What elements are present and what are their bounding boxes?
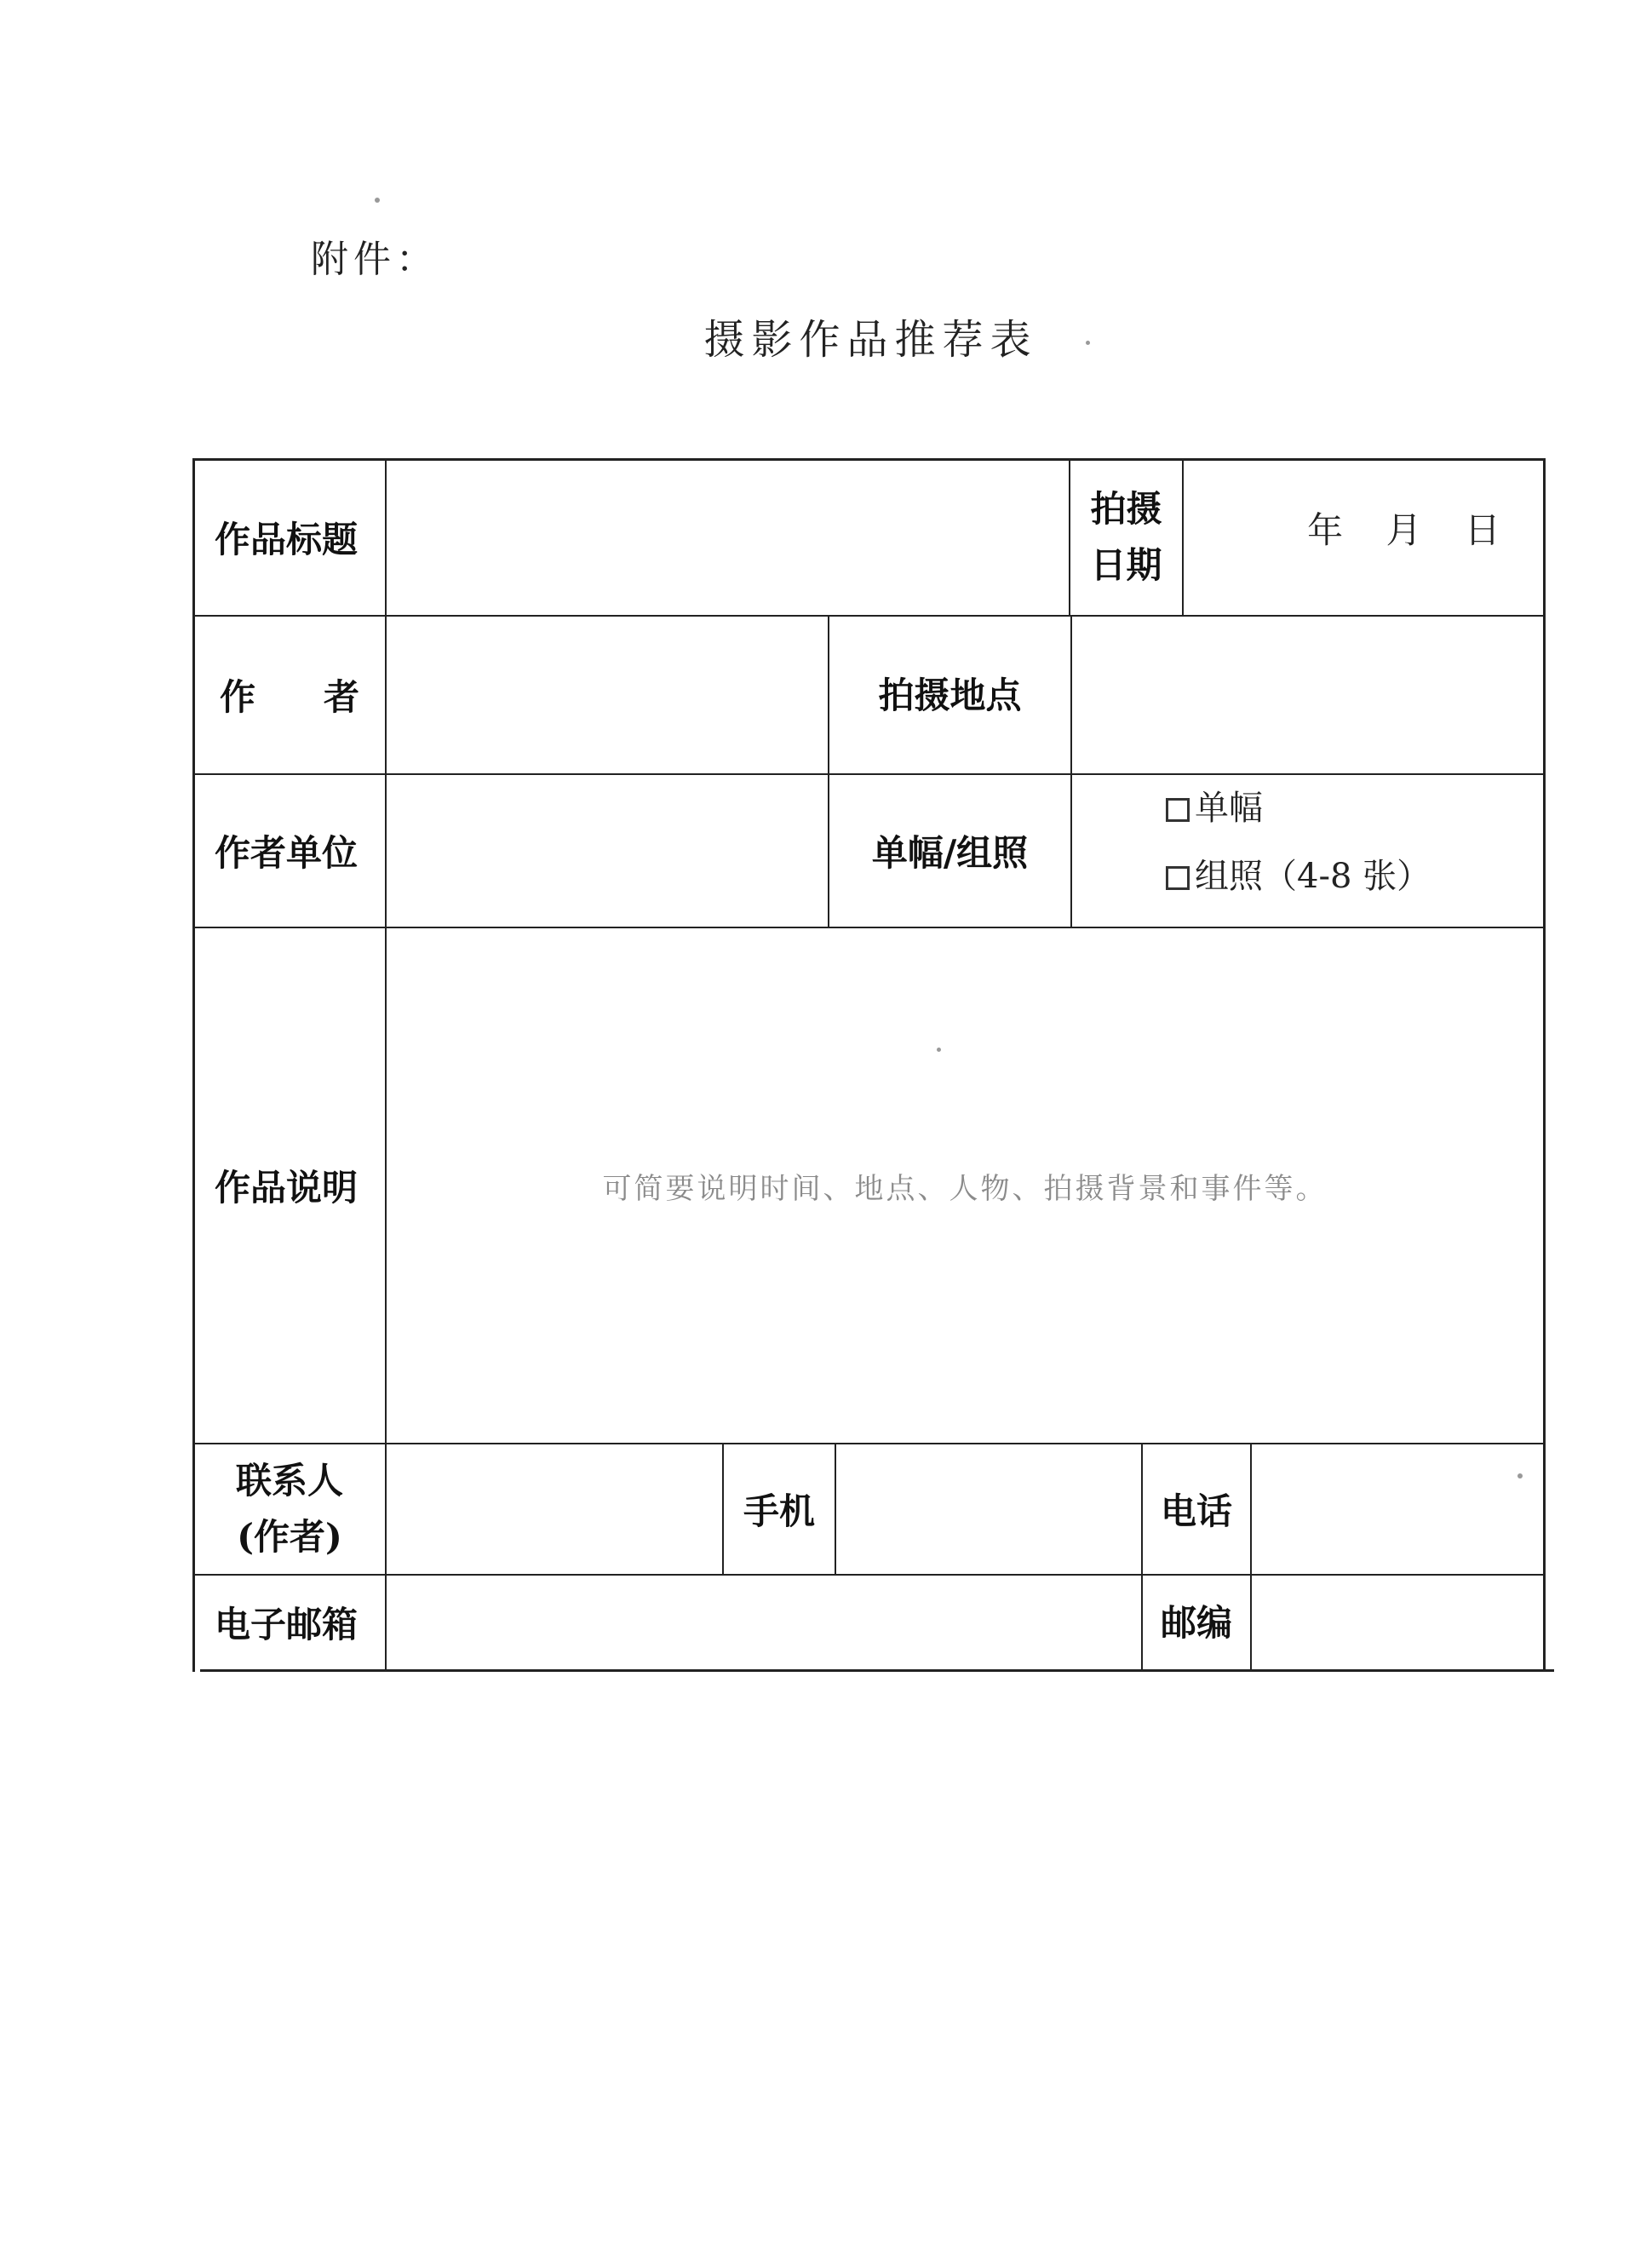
form-title: 摄影作品推荐表 xyxy=(703,316,1038,364)
option-single[interactable] xyxy=(1166,774,1263,842)
description-hint: 可简要说明时间、地点、人物、拍摄背景和事件等。 xyxy=(602,1171,1328,1206)
scan-speck xyxy=(375,198,380,203)
contact-field[interactable] xyxy=(387,1444,722,1574)
table-border-bottom xyxy=(200,1669,1554,1672)
work-title-label: 作品标题 xyxy=(215,519,359,560)
date-day-label: 日 xyxy=(1464,509,1500,551)
description-field[interactable] xyxy=(387,928,1543,1443)
shoot-date-field[interactable] xyxy=(1184,460,1543,596)
work-title-field[interactable] xyxy=(387,460,1069,615)
phone-field[interactable] xyxy=(1252,1444,1543,1574)
date-month-label: 月 xyxy=(1385,509,1422,551)
scan-speck xyxy=(1086,341,1090,345)
single-group-label: 单幅/组照 xyxy=(871,832,1029,874)
email-field[interactable] xyxy=(387,1576,1141,1669)
contact-label-line1: 联系人 xyxy=(235,1460,343,1501)
author-unit-field[interactable] xyxy=(387,775,828,927)
mobile-field[interactable] xyxy=(836,1444,1141,1574)
scan-speck xyxy=(937,1048,941,1052)
author-label-char1: 作 xyxy=(220,676,256,718)
shoot-date-label-line1: 拍摄 xyxy=(1090,488,1162,530)
option-single-label: 单幅 xyxy=(1195,789,1263,828)
contact-label-line2: (作者) xyxy=(237,1516,342,1558)
option-group-label: 组照（4-8 张） xyxy=(1195,857,1431,896)
mobile-label: 手机 xyxy=(743,1490,815,1532)
group-checkbox[interactable] xyxy=(1166,866,1190,890)
author-label xyxy=(194,617,385,773)
author-label-char2: 者 xyxy=(323,676,359,718)
phone-label: 电话 xyxy=(1160,1490,1232,1532)
shoot-date-label-line2: 日期 xyxy=(1090,544,1162,586)
contact-label xyxy=(194,1444,385,1574)
author-unit-label: 作者单位 xyxy=(215,832,359,874)
option-group[interactable] xyxy=(1166,842,1431,910)
single-group-options xyxy=(1072,767,1543,918)
attachment-label: 附件： xyxy=(311,238,439,281)
shoot-date-label xyxy=(1070,460,1182,615)
date-year-label: 年 xyxy=(1307,509,1344,551)
email-label: 电子邮箱 xyxy=(215,1604,359,1645)
shoot-location-field[interactable] xyxy=(1072,617,1543,773)
description-label: 作品说明 xyxy=(215,1167,359,1209)
scan-speck xyxy=(1517,1473,1523,1479)
postcode-field[interactable] xyxy=(1252,1576,1543,1669)
table-border-right xyxy=(1543,458,1546,1672)
postcode-label: 邮编 xyxy=(1160,1602,1232,1644)
author-field[interactable] xyxy=(387,617,828,773)
shoot-location-label: 拍摄地点 xyxy=(878,675,1022,716)
single-checkbox[interactable] xyxy=(1166,798,1190,822)
